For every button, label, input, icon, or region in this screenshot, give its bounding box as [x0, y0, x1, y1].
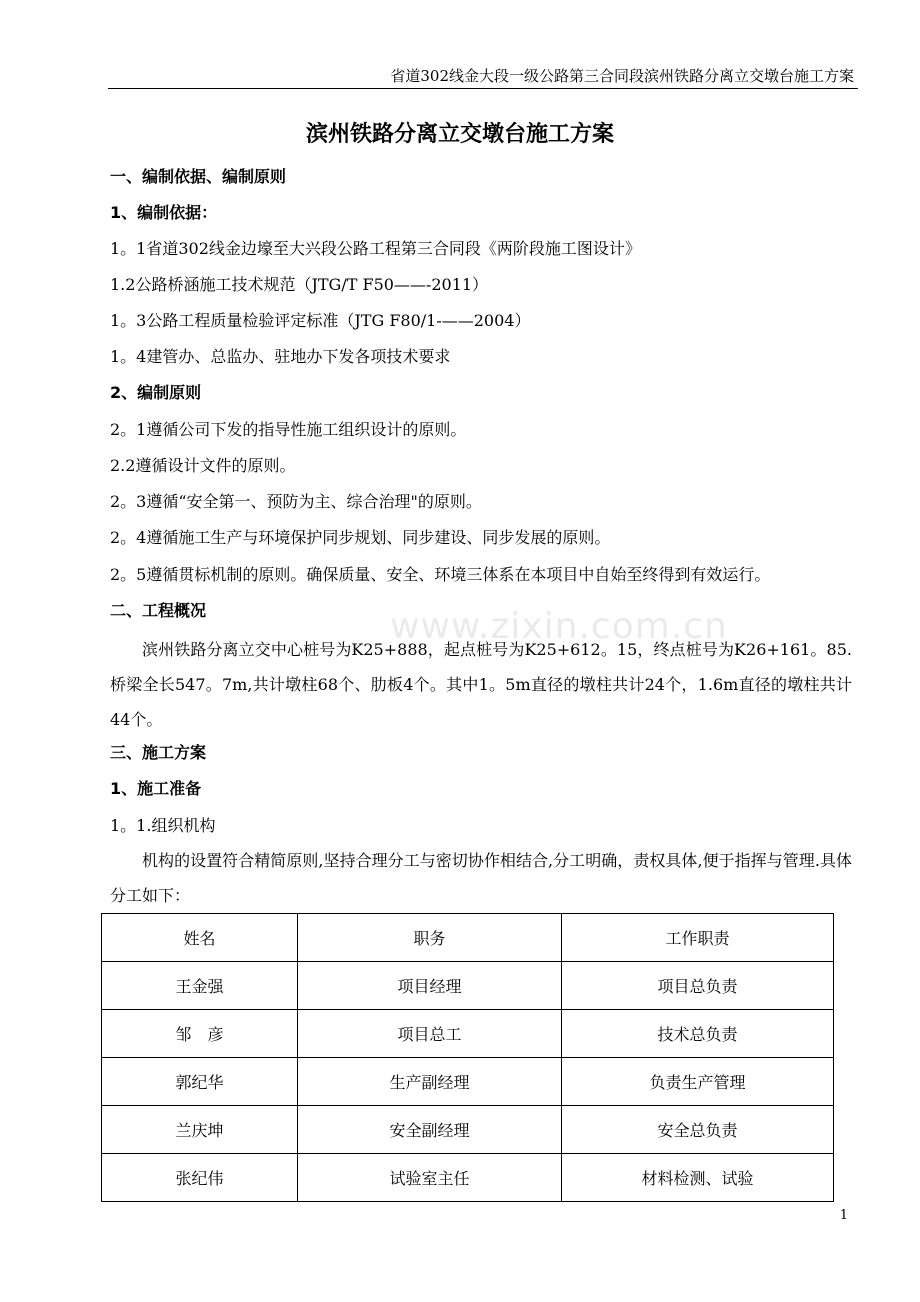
section-1-1-heading: 1、编制依据：	[110, 203, 218, 222]
table-header-row	[102, 914, 834, 962]
basis-item-3: 1。3公路工程质量检验评定标准（JTG F80/1-——2004）	[110, 311, 531, 330]
table-row	[102, 1154, 834, 1202]
table-row	[102, 1106, 834, 1154]
document-title: 滨州铁路分离立交墩台施工方案	[305, 122, 614, 147]
cell-position: 试验室主任	[298, 1154, 562, 1202]
basis-item-4: 1。4建管办、总监办、驻地办下发各项技术要求	[110, 347, 451, 366]
table-row	[102, 1058, 834, 1106]
column-header-position: 职务	[298, 914, 562, 962]
table-row	[102, 1010, 834, 1058]
table-row	[102, 962, 834, 1010]
organization-paragraph: 机构的设置符合精简原则,坚持合理分工与密切协作相结合,分工明确，责权具体,便于指挥与管理.具体分工如下：	[110, 851, 852, 905]
header-divider	[108, 88, 858, 89]
section-3-1-1-heading: 1。1.组织机构	[110, 816, 216, 835]
column-header-name: 姓名	[102, 914, 298, 962]
cell-name: 张纪伟	[102, 1154, 298, 1202]
basis-item-1: 1。1省道302线金边壕至大兴段公路工程第三合同段《两阶段施工图设计》	[110, 239, 641, 258]
project-overview-paragraph: 滨州铁路分离立交中心桩号为K25+888，起点桩号为K25+612。15，终点桩号为K26+161。85.桥梁全长547。7m,共计墩柱68个、肋板4个。其中1。5m直径的墩柱共计24个，1.6m直径的墩柱共计44个。	[110, 640, 852, 729]
section-3-1-heading: 1、施工准备	[110, 779, 202, 798]
principle-item-4: 2。4遵循施工生产与环境保护同步规划、同步建设、同步发展的原则。	[110, 528, 611, 547]
watermark-text: www.zixin.com.cn	[390, 606, 728, 647]
cell-position: 项目总工	[298, 1010, 562, 1058]
basis-item-2: 1.2公路桥涵施工技术规范（JTG/T F50——-2011）	[110, 275, 489, 294]
cell-name: 郭纪华	[102, 1058, 298, 1106]
cell-duty: 负责生产管理	[562, 1058, 834, 1106]
cell-position: 项目经理	[298, 962, 562, 1010]
section-3-heading: 三、施工方案	[110, 743, 207, 762]
principle-item-5: 2。5遵循贯标机制的原则。确保质量、安全、环境三体系在本项目中自始至终得到有效运行。	[110, 565, 771, 584]
cell-duty: 材料检测、试验	[562, 1154, 834, 1202]
principle-item-2: 2.2遵循设计文件的原则。	[110, 456, 296, 475]
principle-item-3: 2。3遵循“安全第一、预防为主、综合治理"的原则。	[110, 492, 482, 511]
column-header-duty: 工作职责	[562, 914, 834, 962]
staff-assignment-table	[101, 913, 834, 1202]
section-1-heading: 一、编制依据、编制原则	[110, 167, 287, 186]
section-1-2-heading: 2、编制原则	[110, 383, 202, 402]
cell-duty: 安全总负责	[562, 1106, 834, 1154]
section-2-heading: 二、工程概况	[110, 601, 207, 620]
cell-position: 安全副经理	[298, 1106, 562, 1154]
principle-item-1: 2。1遵循公司下发的指导性施工组织设计的原则。	[110, 420, 467, 439]
cell-position: 生产副经理	[298, 1058, 562, 1106]
page-header-text: 省道302线金大段一级公路第三合同段滨州铁路分离立交墩台施工方案	[390, 67, 854, 85]
cell-duty: 项目总负责	[562, 962, 834, 1010]
cell-duty: 技术总负责	[562, 1010, 834, 1058]
cell-name: 王金强	[102, 962, 298, 1010]
cell-name: 邹 彦	[102, 1010, 298, 1058]
cell-name: 兰庆坤	[102, 1106, 298, 1154]
page-number: 1	[839, 1208, 848, 1223]
